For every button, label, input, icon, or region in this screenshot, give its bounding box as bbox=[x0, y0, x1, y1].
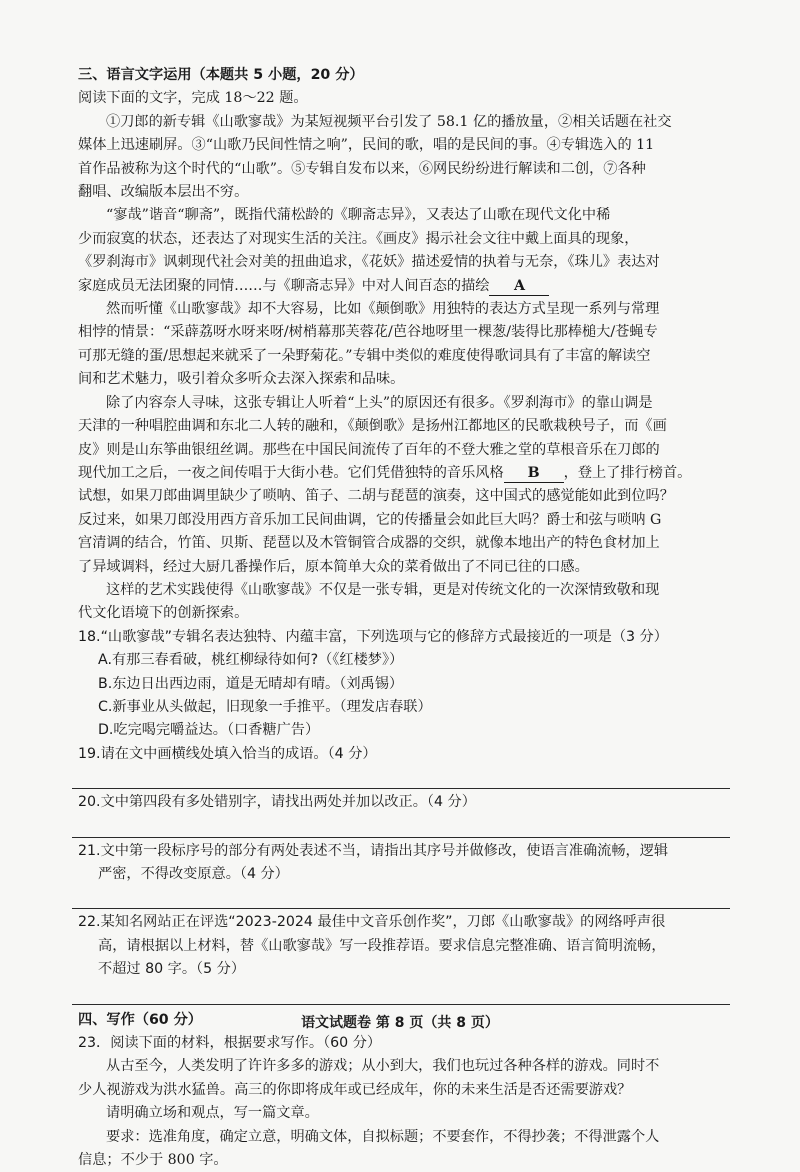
passage-line: 天津的一种唱腔曲调和东北二人转的融和，《颠倒歌》是扬州江都地区的民歌栽秧号子，而《画 bbox=[78, 418, 667, 435]
section-4-title: 四、写作（60 分） bbox=[78, 1011, 202, 1028]
question-22-line: 22.某知名网站正在评选“2023-2024 最佳中文音乐创作奖”，刀郎《山歌寥哉》的网络呼声很 bbox=[78, 914, 666, 931]
question-19: 19.请在文中画横线处填入恰当的成语。（4 分） bbox=[78, 745, 377, 762]
passage-line: 可那无缝的蛋/思想起来就采了一朵野菊花。”专辑中类似的难度使得歌词具有了丰富的解读空 bbox=[78, 347, 651, 364]
question-18 bbox=[78, 626, 724, 743]
passage-line: 相悖的情景：“采薜荔呀水呀来呀/树梢幕那芙蓉花/芭谷地呀里一棵葱/装得比那棒槌大/苍蝇专 bbox=[78, 324, 658, 341]
answer-line bbox=[72, 788, 730, 789]
passage-line bbox=[78, 462, 724, 485]
blank-a[interactable]: A bbox=[489, 277, 549, 296]
requirements-line: 要求：选准角度，确定立意，明确文体，自拟标题；不要套作，不得抄袭；不得泄露个人 bbox=[106, 1128, 660, 1145]
answer-space[interactable] bbox=[78, 886, 724, 908]
passage-text: 现代加工之后，一夜之间传唱于大街小巷。它们凭借独特的音乐风格 bbox=[78, 464, 504, 481]
question-stem: 18.“山歌寥哉”专辑名表达独特、内蕴丰富，下列选项与它的修辞方式最接近的一项是（3 分） bbox=[78, 628, 668, 645]
answer-space[interactable] bbox=[78, 982, 724, 1004]
answer-line bbox=[72, 837, 730, 838]
section-3-instruction: 阅读下面的文字，完成 18～22 题。 bbox=[78, 90, 308, 107]
question-22-line: 不超过 80 字。（5 分） bbox=[98, 961, 246, 978]
question-21-line: 严密，不得改变原意。（4 分） bbox=[98, 866, 289, 882]
question-21-line: 21.文中第一段标序号的部分有两处表述不当，请指出其序号并做修改，使语言准确流畅，逻辑 bbox=[78, 842, 669, 859]
passage-line: 少而寂寞的状态，还表达了对现实生活的关注。《画皮》揭示社会文往中戴上面具的现象， bbox=[78, 230, 639, 247]
passage-line: 除了内容奈人寻味，这张专辑让人听着“上头”的原因还有很多。《罗刹海市》的靠山调是 bbox=[106, 394, 653, 411]
passage-line: 代文化语境下的创新探索。 bbox=[78, 605, 249, 622]
material-line: 少人视游戏为洪水猛兽。高三的你即将成年或已经成年，你的未来生活是否还需要游戏？ bbox=[78, 1081, 632, 1098]
passage-text: ，登上了排行榜首。 bbox=[563, 464, 692, 481]
passage-line: ①刀郎的新专辑《山歌寥哉》为某短视频平台引发了 58.1 亿的播放量，②相关话题在社交 bbox=[106, 113, 672, 130]
question-23-stem: 23．阅读下面的材料，根据要求写作。（60 分） bbox=[78, 1035, 382, 1052]
passage-line: 宫清调的结合，竹笛、贝斯、琵琶以及木管铜管合成器的交织，就像本地出产的特色食材加上 bbox=[78, 535, 660, 552]
passage-text: 家庭成员无法团聚的同情……与《聊斋志异》中对人间百态的描绘 bbox=[78, 277, 490, 294]
option-d[interactable]: D.吃完喝完嚼益达。（口香糖广告） bbox=[98, 722, 320, 739]
section-3-title: 三、语言文字运用（本题共 5 小题，20 分） bbox=[78, 67, 364, 83]
option-a[interactable]: A.有那三春看破，桃红柳绿待如何?（《红楼梦》） bbox=[98, 652, 404, 669]
passage-line: 反过来，如果刀郎没用西方音乐加工民间曲调，它的传播量会如此巨大吗？爵士和弦与唢呐 G bbox=[78, 511, 662, 528]
material-line: 从古至今，人类发明了许许多多的游戏；从小到大，我们也玩过各种各样的游戏。同时不 bbox=[106, 1058, 660, 1075]
passage-line: 间和艺术魅力，吸引着众多听众去深入探索和品味。 bbox=[78, 371, 405, 388]
option-b[interactable]: B.东边日出西边雨，道是无晴却有晴。（刘禹锡） bbox=[98, 675, 404, 692]
passage-line: 然而听懂《山歌寥哉》却不大容易，比如《颠倒歌》用独特的表达方式呈现一系列与常理 bbox=[106, 301, 660, 318]
passage-line bbox=[78, 275, 724, 298]
option-c[interactable]: C.新事业从头做起，旧现象一手推平。（理发店春联） bbox=[98, 698, 432, 715]
passage-line: 试想，如果刀郎曲调里缺少了唢呐、笛子、二胡与琵琶的演奏，这中国式的感觉能如此到位吗？ bbox=[78, 488, 674, 505]
passage-line: 媒体上迅速刷屏。③“山歌乃民间性情之响”，民间的歌，唱的是民间的事。④专辑选入的 11 bbox=[78, 137, 655, 154]
writing-prompt: 请明确立场和观点，写一篇文章。 bbox=[106, 1105, 319, 1122]
passage-line: 了异域调料，经过大厨几番操作后，原本简单大众的菜肴做出了不同已往的口感。 bbox=[78, 558, 589, 575]
question-20: 20.文中第四段有多处错别字，请找出两处并加以改正。（4 分） bbox=[78, 794, 476, 811]
question-22-line: 高，请根据以上材料，替《山歌寥哉》写一段推荐语。要求信息完整准确、语言简明流畅， bbox=[98, 937, 666, 954]
passage-line: “寥哉”谐音“聊斋”，既指代蒲松龄的《聊斋志异》，又表达了山歌在现代文化中稀 bbox=[106, 207, 611, 224]
passage-line: 首作品被称为这个时代的“山歌”。⑤专辑自发布以来，⑥网民纷纷进行解读和二创，⑦各种 bbox=[78, 160, 646, 177]
passage-line: 皮》则是山东筝曲银纽丝调。那些在中国民间流传了百年的不登大雅之堂的草根音乐在刀郎的 bbox=[78, 441, 660, 458]
answer-line bbox=[72, 908, 730, 909]
answer-space[interactable] bbox=[78, 766, 724, 788]
requirements-line: 信息；不少于 800 字。 bbox=[78, 1152, 228, 1169]
passage bbox=[78, 111, 724, 626]
passage-line: 翻唱、改编版本层出不穷。 bbox=[78, 184, 249, 201]
blank-b[interactable]: B bbox=[504, 464, 564, 483]
passage-line: 这样的艺术实践使得《山歌寥哉》不仅是一张专辑，更是对传统文化的一次深情致敬和现 bbox=[106, 581, 660, 598]
answer-line bbox=[72, 1004, 730, 1005]
page-footer: 语文试题卷 第 8 页（共 8 页） bbox=[301, 1015, 499, 1031]
answer-space[interactable] bbox=[78, 815, 724, 837]
passage-line: 《罗刹海市》讽刺现代社会对美的扭曲追求，《花妖》描述爱情的执着与无奈，《珠儿》表达对 bbox=[78, 254, 660, 271]
